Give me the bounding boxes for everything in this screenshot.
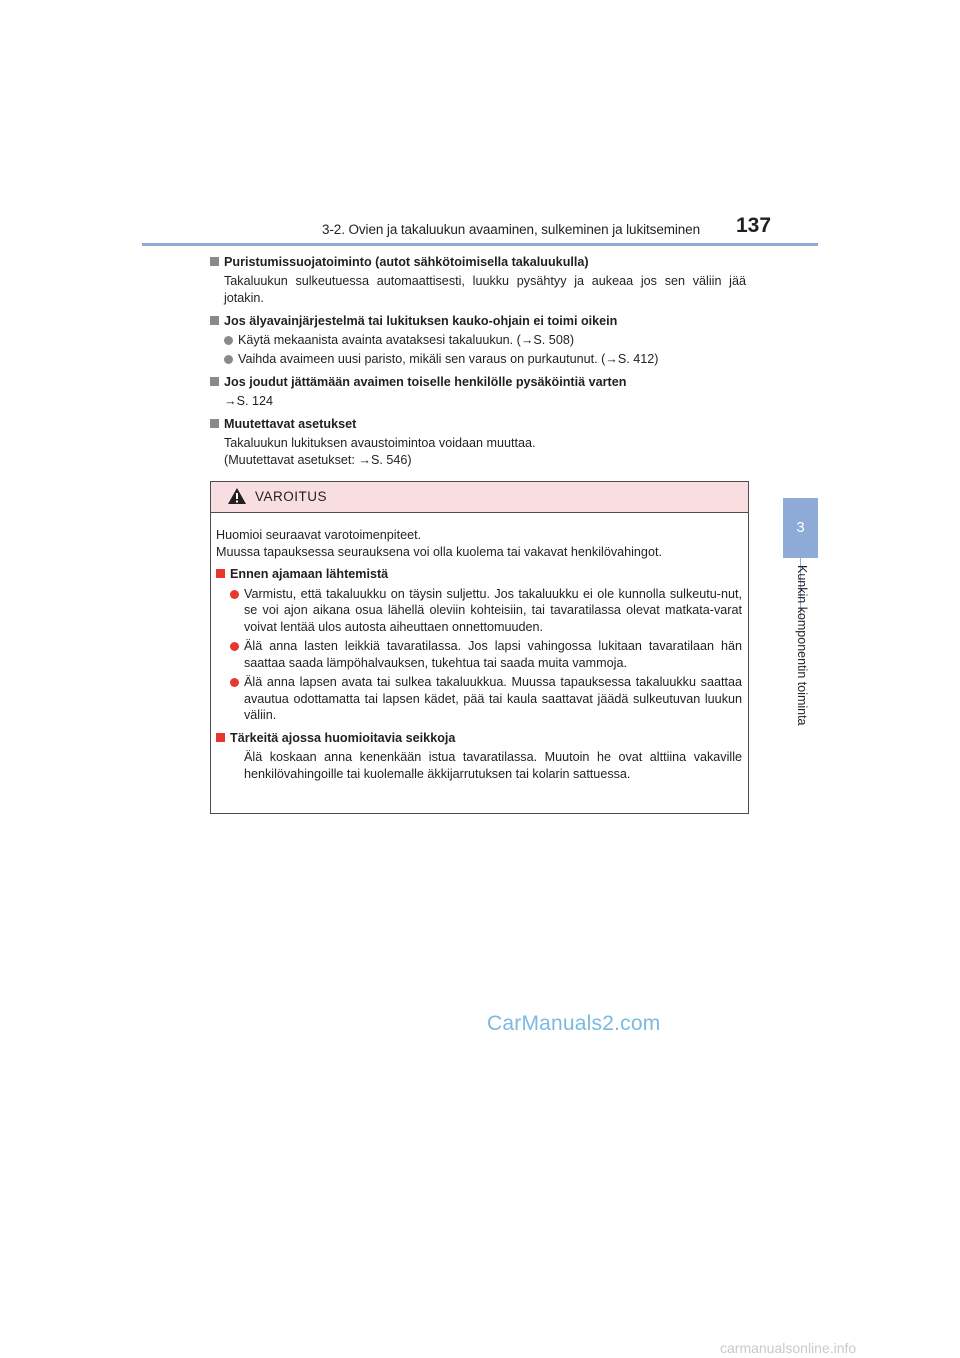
page-reference-link[interactable]: →S. 124 <box>224 394 274 408</box>
round-bullet-icon <box>230 678 239 687</box>
warning-section-heading: Ennen ajamaan lähtemistä <box>216 566 742 583</box>
round-bullet-icon <box>230 642 239 651</box>
square-bullet-icon <box>210 419 219 428</box>
warning-body <box>211 513 748 782</box>
section-heading: Muutettavat asetukset <box>210 416 746 433</box>
round-bullet-icon <box>230 590 239 599</box>
warning-header <box>211 482 748 513</box>
chapter-label: Kunkin komponentin toiminta <box>795 565 809 726</box>
chapter-tab[interactable]: 3 <box>783 498 818 558</box>
warning-list-item: Älä anna lapsen avata tai sulkea takaluukkua. Muussa tapauksessa takaluukku saattaa avautua odottamatta tai lapsen kädet, pää tai kaula saattavat jäädä sulkeutuvan luukun väliin. <box>230 674 742 724</box>
header-rule <box>142 243 818 246</box>
section-text: Takaluukun sulkeutuessa automaattisesti, luukku pysähtyy ja aukeaa jos sen väliin jää jotakin. <box>224 274 746 305</box>
header-title: 3-2. Ovien ja takaluukun avaaminen, sulkeminen ja lukitseminen <box>321 222 700 237</box>
footer-watermark: carmanualsonline.info <box>720 1340 857 1356</box>
section-text: Takaluukun lukituksen avaustoimintoa voidaan muuttaa. <box>224 436 536 450</box>
warning-list-item: Varmistu, että takaluukku on täysin suljettu. Jos takaluukku ei ole kunnolla sulkeutu-nut, se voi ajon aikana osua lähellä oleviin kohteisiin, tai tavaratilassa olevat matkata-varat voivat lentää ulos autosta aiheuttaen onnettomuuden. <box>230 586 742 636</box>
page-number: 137 <box>736 214 772 237</box>
list-item: Vaihda avaimeen uusi paristo, mikäli sen varaus on purkautunut. (→S. 412) <box>224 351 746 368</box>
warning-text: Älä koskaan anna kenenkään istua tavaratilassa. Muutoin he ovat alttiina vakaville henkilövahingoille tai kuolemalle äkkijarrutuksen tai kolarin sattuessa. <box>244 750 742 781</box>
warning-section-heading: Tärkeitä ajossa huomioitavia seikkoja <box>216 730 742 747</box>
warning-intro: Huomioi seuraavat varotoimenpiteet. <box>216 528 422 542</box>
main-content <box>210 254 746 469</box>
square-bullet-icon <box>210 257 219 266</box>
list-item: Käytä mekaanista avainta avataksesi takaluukun. (→S. 508) <box>224 332 746 349</box>
warning-list-item: Älä anna lasten leikkiä tavaratilassa. Jos lapsi vahingossa lukitaan tavaratilaan hän saattaa saada lämpöhalvauksen, tukehtua tai saada muita vammoja. <box>230 638 742 671</box>
section-heading: Puristumissuojatoiminto (autot sähkötoimisella takaluukulla) <box>210 254 746 271</box>
square-bullet-icon <box>210 316 219 325</box>
square-bullet-icon <box>210 377 219 386</box>
square-bullet-icon <box>216 569 225 578</box>
square-bullet-icon <box>216 733 225 742</box>
warning-title: VAROITUS <box>255 489 328 504</box>
section-text: (Muutettavat asetukset: →S. 546) <box>224 453 412 467</box>
warning-triangle-icon <box>227 487 247 505</box>
warning-intro: Muussa tapauksessa seurauksena voi olla kuolema tai vakavat henkilövahingot. <box>216 544 662 559</box>
round-bullet-icon <box>224 355 233 364</box>
round-bullet-icon <box>224 336 233 345</box>
watermark-logo[interactable]: CarManuals2.com <box>487 1012 661 1035</box>
warning-box <box>210 481 749 814</box>
section-heading: Jos älyavainjärjestelmä tai lukituksen kauko-ohjain ei toimi oikein <box>210 313 746 330</box>
section-heading: Jos joudut jättämään avaimen toiselle henkilölle pysäköintiä varten <box>210 374 746 391</box>
